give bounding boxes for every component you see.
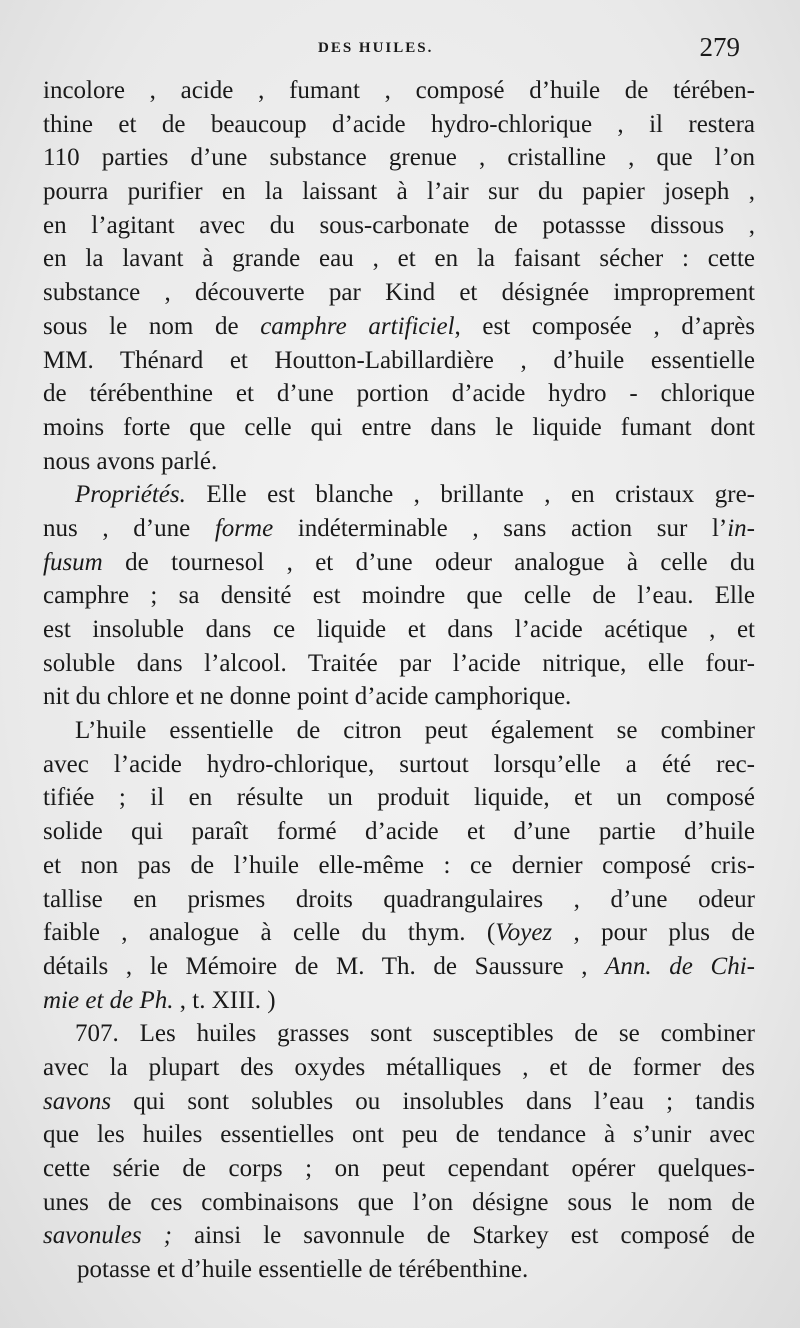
- text-run: L’huile essentielle de citron peut également se combiner: [75, 717, 755, 745]
- italic-text-run: savonules ;: [43, 1222, 172, 1250]
- text-run: , pour plus de: [552, 919, 755, 947]
- text-run: moins forte que celle qui entre dans le liquide fumant dont: [43, 413, 755, 441]
- text-run: Elle est blanche , brillante , en cristaux gre-: [185, 481, 755, 509]
- text-run: avec l’acide hydro-chlorique, surtout lorsqu’elle a été rec-: [43, 750, 755, 778]
- text-line: [43, 310, 755, 344]
- text-line: [43, 883, 755, 917]
- text-line: [43, 74, 755, 108]
- text-run: cette série de corps ; on peut cependant opérer quelques-: [43, 1155, 755, 1182]
- text-run: ainsi le savonnule de Starkey est composé de: [171, 1222, 755, 1250]
- text-run: 707. Les huiles grasses sont susceptibles de se combiner: [75, 1020, 755, 1048]
- text-line: [43, 1186, 755, 1220]
- italic-text-run: Voyez: [495, 919, 553, 947]
- body-text: [43, 74, 755, 1287]
- text-run: nous avons parlé.: [43, 447, 218, 475]
- text-run: incolore , acide , fumant , composé d’huile de térében-: [43, 77, 755, 104]
- text-run: 110 parties d’une substance grenue , cristalline , que l’on: [43, 144, 755, 172]
- text-run: indéterminable , sans action sur l’: [273, 514, 728, 542]
- text-run: pourra purifier en la laissant à l’air sur du papier joseph ,: [43, 178, 755, 206]
- italic-text-run: fusum: [43, 548, 103, 576]
- text-line: [43, 1118, 755, 1152]
- text-run: de térébenthine et d’une portion d’acide hydro - chlorique: [43, 380, 755, 408]
- running-head: DES HUILES.: [318, 40, 434, 56]
- italic-text-run: mie et de Ph.: [43, 986, 174, 1014]
- text-run: MM. Thénard et Houtton-Labillardière , d’huile essentielle: [43, 346, 755, 374]
- page-header: [0, 32, 800, 70]
- text-line: [43, 478, 755, 512]
- text-line: [43, 849, 755, 883]
- text-run: solide qui paraît formé d’acide et d’une partie d’huile: [43, 818, 755, 846]
- text-run: potasse et d’huile essentielle de térébenthine.: [77, 1256, 529, 1284]
- text-line: [43, 680, 755, 714]
- italic-text-run: savons: [43, 1087, 112, 1115]
- text-line: [43, 411, 755, 445]
- text-line: [43, 714, 755, 748]
- text-line: [43, 344, 755, 378]
- text-line: [43, 242, 755, 276]
- text-line: [43, 141, 755, 175]
- text-run: en l’agitant avec du sous-carbonate de potassse dissous ,: [43, 211, 755, 239]
- text-run: nit du chlore et ne donne point d’acide camphorique.: [43, 683, 572, 711]
- text-run: faible , analogue à celle du thym. (: [43, 919, 496, 947]
- text-run: substance , découverte par Kind et désignée improprement: [43, 279, 755, 307]
- text-line: [43, 579, 755, 613]
- text-line: [43, 781, 755, 815]
- italic-text-run: forme: [214, 514, 274, 542]
- text-line: [43, 647, 755, 681]
- text-run: sous le nom de: [43, 312, 261, 340]
- text-line: [43, 377, 755, 411]
- text-run: en la lavant à grande eau , et en la faisant sécher : cette: [43, 245, 755, 273]
- text-run: unes de ces combinaisons que l’on désigne sous le nom de: [43, 1188, 755, 1216]
- text-run: , est composée , d’après: [454, 312, 755, 340]
- text-run: avec la plupart des oxydes métalliques , et de former des: [43, 1053, 755, 1081]
- text-line: [43, 175, 755, 209]
- text-line: [43, 815, 755, 849]
- text-run: thine et de beaucoup d’acide hydro-chlorique , il restera: [43, 110, 755, 138]
- text-line: [43, 445, 755, 479]
- italic-text-run: Ann. de Chi-: [605, 952, 755, 980]
- text-run: nus , d’une: [43, 514, 215, 542]
- text-run: tallise en prismes droits quadrangulaires , d’une odeur: [43, 885, 755, 913]
- text-run: soluble dans l’alcool. Traitée par l’acide nitrique, elle four-: [43, 649, 755, 677]
- text-line: [43, 748, 755, 782]
- text-run: et non pas de l’huile elle-même : ce dernier composé cris-: [43, 851, 755, 879]
- text-line: [43, 916, 755, 950]
- text-line: [43, 613, 755, 647]
- text-run: que les huiles essentielles ont peu de tendance à s’unir avec: [43, 1121, 755, 1149]
- text-run: tifiée ; il en résulte un produit liquide, et un composé: [43, 784, 755, 812]
- text-line: [43, 1017, 755, 1051]
- text-line: [43, 950, 755, 984]
- text-run: détails , le Mémoire de M. Th. de Saussure ,: [43, 952, 606, 980]
- text-line: [43, 546, 755, 580]
- text-run: de tournesol , et d’une odeur analogue à celle du: [102, 548, 755, 576]
- italic-text-run: Propriétés.: [75, 481, 186, 509]
- text-line: [43, 1085, 755, 1119]
- page-number: 279: [699, 32, 740, 62]
- text-run: est insoluble dans ce liquide et dans l’acide acétique , et: [43, 616, 755, 643]
- italic-text-run: in-: [727, 514, 755, 542]
- text-line: [43, 1219, 755, 1253]
- text-run: , t. XIII. ): [173, 986, 276, 1014]
- text-line: [43, 1051, 755, 1085]
- text-line: [43, 512, 755, 546]
- text-line: [43, 209, 755, 243]
- text-run: camphre ; sa densité est moindre que celle de l’eau. Elle: [43, 582, 755, 610]
- italic-text-run: camphre artificiel: [260, 312, 455, 340]
- text-line: [43, 276, 755, 310]
- text-line: [43, 1152, 755, 1186]
- text-line: [43, 108, 755, 142]
- text-line: [43, 1253, 755, 1287]
- text-run: qui sont solubles ou insolubles dans l’eau ; tandis: [111, 1087, 755, 1115]
- text-line: [43, 984, 755, 1018]
